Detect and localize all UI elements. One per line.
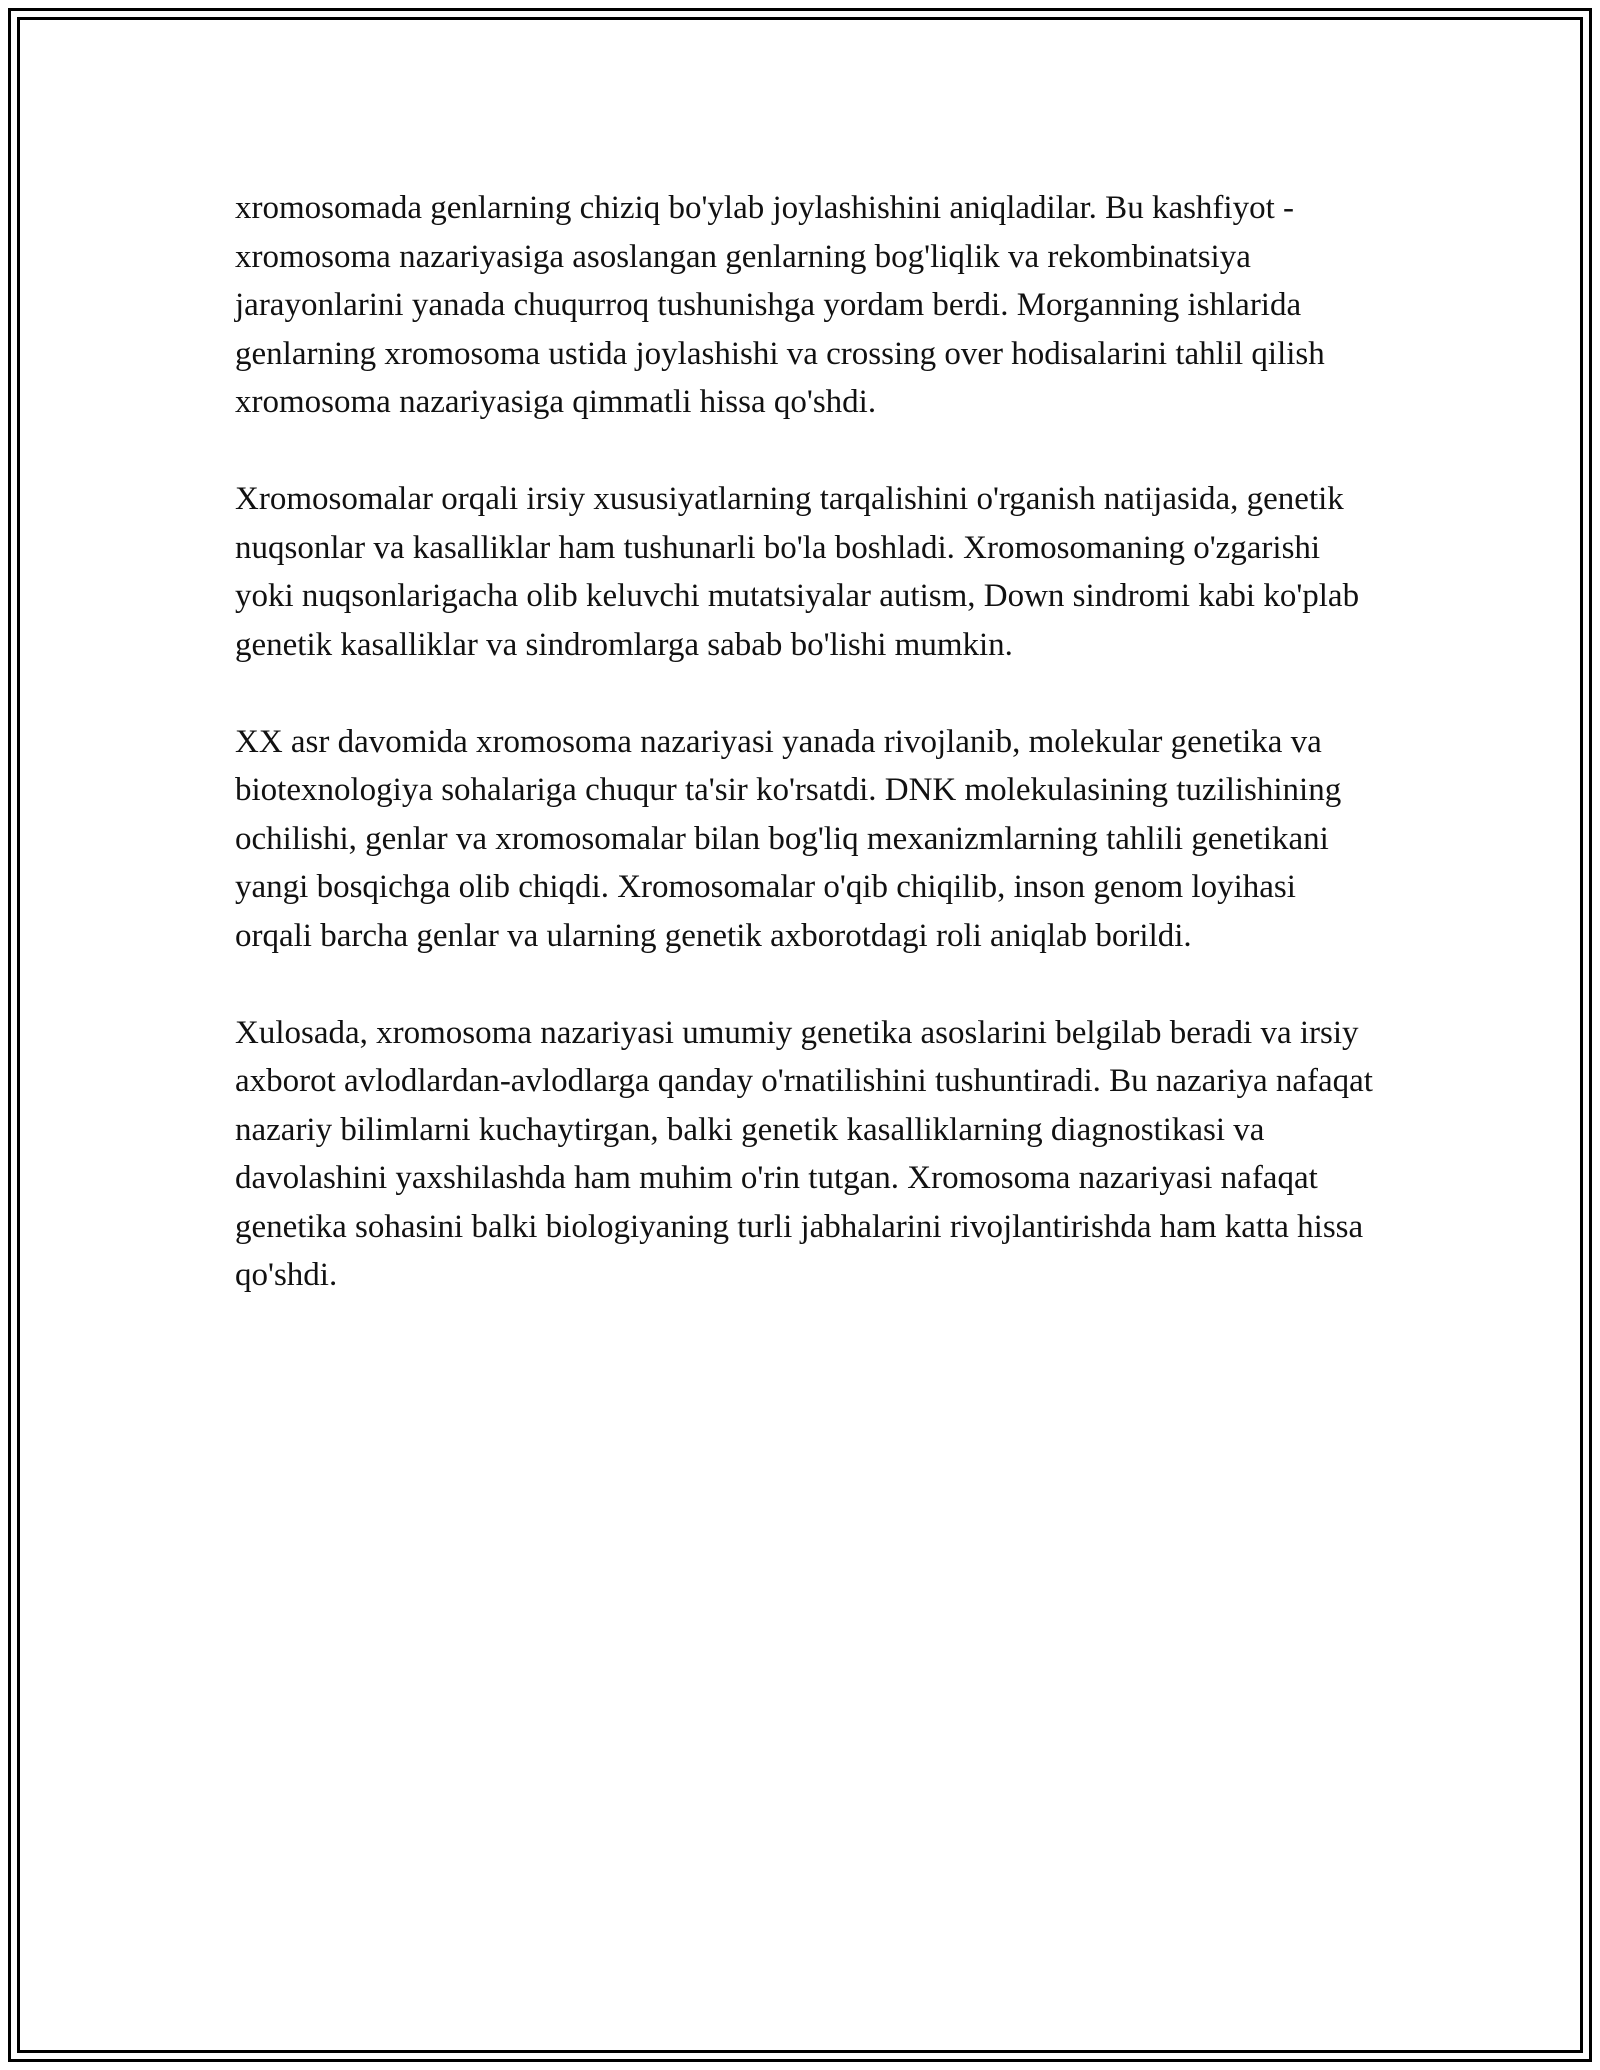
paragraph-3: XX asr davomida xromosoma nazariyasi yanada rivojlanib, molekular genetika va biotexnologiya sohalariga chuqur ta'sir ko'rsatdi. DNK molekulasining tuzilishining ochilishi, genlar va xromosomalar bilan bog'liq mexanizmlarning tahlili genetikani yangi bosqichga olib chiqdi. Xromosomalar o'qib chiqilib, inson genom loyihasi orqali barcha genlar va ularning genetik axborotdagi roli aniqlab borildi. <box>235 723 1342 954</box>
paragraph-2: Xromosomalar orqali irsiy xususiyatlarning tarqalishini o'rganish natijasida, genetik nuqsonlar va kasalliklar ham tushunarli bo'la boshladi. Xromosomaning o'zgarishi yoki nuqsonlarigacha olib keluvchi mutatsiyalar autism, Down sindromi kabi ko'plab genetik kasalliklar va sindromlarga sabab bo'lishi mumkin. <box>235 481 1360 663</box>
paragraph-4: Xulosada, xromosoma nazariyasi umumiy genetika asoslarini belgilab beradi va irsiy axborot avlodlardan-avlodlarga qanday o'rnatilishini tushuntiradi. Bu nazariya nafaqat nazariy bilimlarni kuchaytirgan, balki genetik kasalliklarning diagnostikasi va davolashini yaxshilashda ham muhim o'rin tutgan. Xromosoma nazariyasi nafaqat genetika sohasini balki biologiyaning turli jabhalarini rivojlantirishda ham katta hissa qo'shdi. <box>235 1014 1373 1293</box>
document-body <box>235 184 1375 1300</box>
paragraph-1: xromosomada genlarning chiziq bo'ylab joylashishini aniqladilar. Bu kashfiyot - xromosoma nazariyasiga asoslangan genlarning bog'liqlik va rekombinatsiya jarayonlarini yanada chuqurroq tushunishga yordam berdi. Morganning ishlarida genlarning xromosoma ustida joylashishi va crossing over hodisalarini tahlil qilish xromosoma nazariyasiga qimmatli hissa qo'shdi. <box>235 190 1325 420</box>
